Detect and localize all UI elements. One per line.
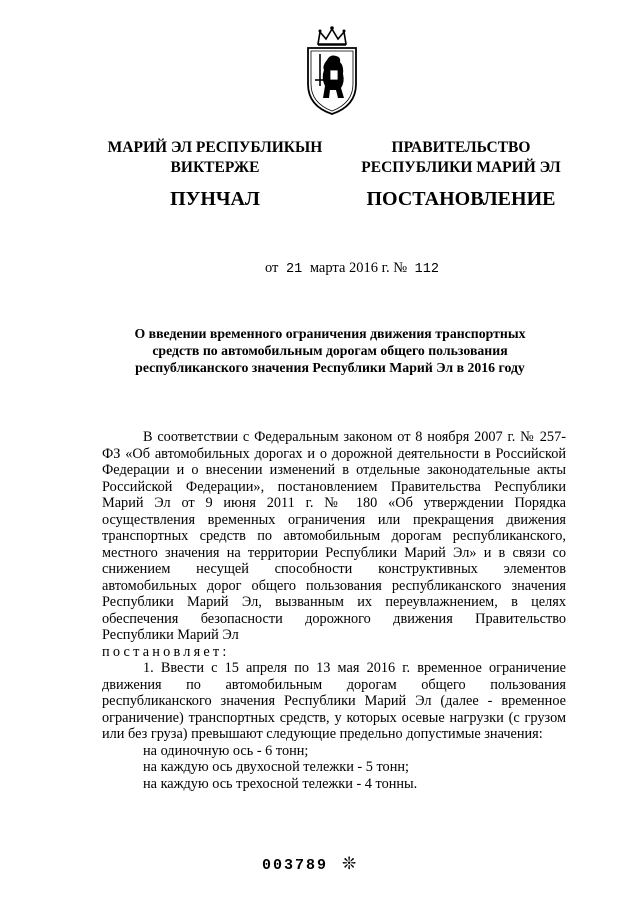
header-left xyxy=(100,138,330,212)
header-right-line1: ПРАВИТЕЛЬСТВО xyxy=(391,139,531,156)
decree-word: постановляет: xyxy=(102,643,230,660)
limit-item: на каждую ось трехосной тележки - 4 тонны. xyxy=(143,775,418,792)
date-prefix: от xyxy=(265,260,279,276)
star-mark-icon: ❊ xyxy=(342,854,357,873)
header-right-line2: РЕСПУБЛИКИ МАРИЙ ЭЛ xyxy=(361,159,561,176)
date-day: 21 xyxy=(286,262,303,277)
item-1-paragraph: 1. Ввести с 15 апреля по 13 мая 2016 г. временное ограничение движения по автомобильным дорогам общего пользования республиканского значения Республики Марий Эл (далее - временное ограничение) транспортных средств, у которых осевые нагрузки (с грузом или без груза) превышают следующие предельно допустимые значения: xyxy=(102,660,566,742)
title-line: республиканского значения Республики Марий Эл в 2016 году xyxy=(135,359,525,375)
document-body xyxy=(102,429,566,792)
coat-of-arms-emblem xyxy=(300,24,364,116)
header-left-line1: МАРИЙ ЭЛ РЕСПУБЛИКЫН xyxy=(107,139,323,156)
header-right xyxy=(352,138,570,212)
document-title xyxy=(110,326,550,376)
date-month-year: марта 2016 г. xyxy=(309,260,390,276)
header-left-line2: ВИКТЕРЖЕ xyxy=(170,159,260,176)
header-left-doc-type: ПУНЧАЛ xyxy=(170,188,260,210)
title-line: О введении временного ограничения движения транспортных xyxy=(134,326,526,341)
header-right-doc-type: ПОСТАНОВЛЕНИЕ xyxy=(366,188,556,210)
limit-item: на каждую ось двухосной тележки - 5 тонн; xyxy=(143,759,409,775)
title-line: средств по автомобильным дорогам общего пользования xyxy=(152,342,508,358)
document-date xyxy=(265,260,443,277)
serial-number: 003789 xyxy=(262,857,329,874)
number-sign: № xyxy=(393,260,408,276)
limit-item: на одиночную ось - 6 тонн; xyxy=(143,742,309,759)
preamble-paragraph: В соответствии с Федеральным законом от 8 ноября 2007 г. № 257-ФЗ «Об автомобильных дорогах и о дорожной деятельности в Российской Федерации и о внесении изменений в отдельные законодательные акты Российской Федерации», постановлением Правительства Республики Марий Эл от 9 июня 2011 г. № 180 «Об утверждении Порядка осуществления временных ограничения или прекращения движения транспортных средств по автомобильным дорогам республиканского, местного значения на территории Республики Марий Эл» и в связи со снижением несущей способности конструктивных элементов автомобильных дорог общего пользования республиканского значения Республики Марий Эл, вызванным их переувлажнением, в целях обеспечения безопасности дорожного движения Правительство Республики Марий Эл xyxy=(102,429,566,643)
document-number: 112 xyxy=(414,262,439,277)
